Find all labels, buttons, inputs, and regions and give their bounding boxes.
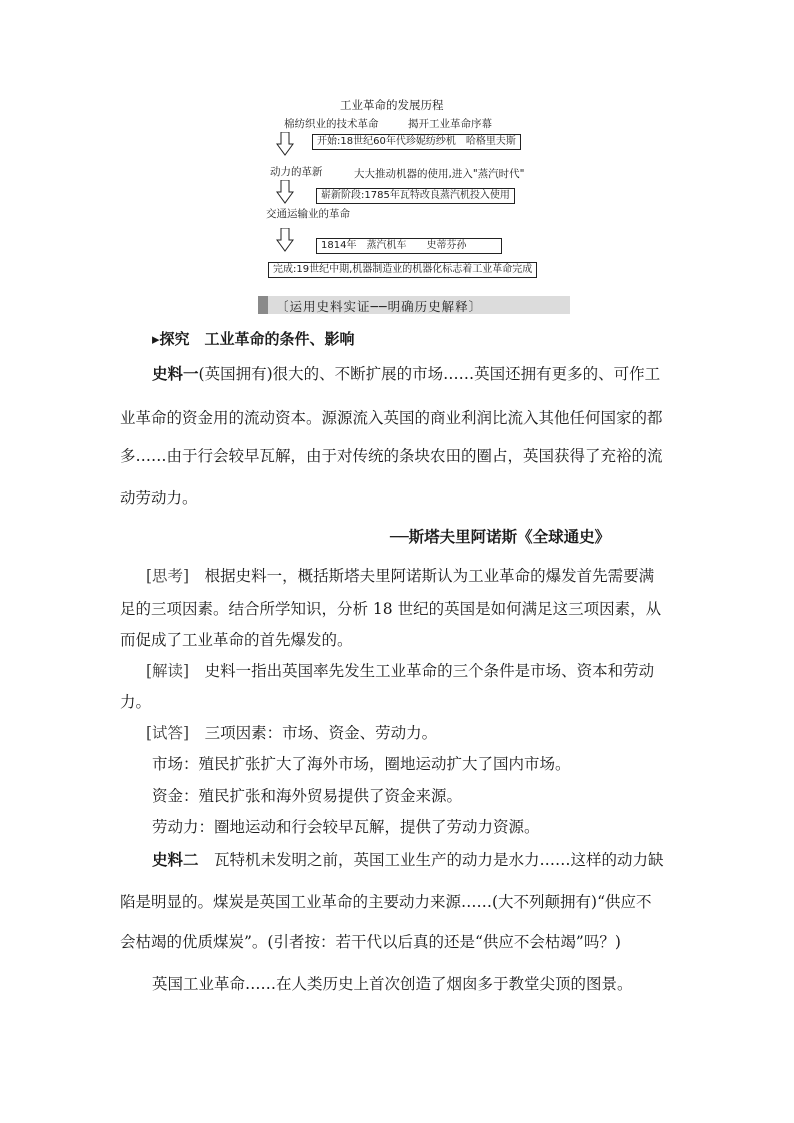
diagram-box-start: 开始:18世纪60年代珍妮纺纱机 哈格里夫斯 [312, 134, 521, 150]
down-arrow-icon [276, 228, 294, 252]
source1-line-2: 业革命的资金用的流动资本。源源流入英国的商业利润比流入其他任何国家的都 [120, 409, 663, 427]
down-arrow-icon [276, 180, 294, 204]
section-heading: ▸探究 工业革命的条件、影响 [152, 330, 355, 348]
answer-capital: 资金：殖民扩张和海外贸易提供了资金来源。 [152, 787, 463, 805]
source2-line-1: 史料二 瓦特机未发明之前，英国工业生产的动力是水力……这样的动力缺 [152, 851, 664, 869]
think-line-2: 足的三项因素。结合所学知识，分析 18 世纪的英国是如何满足这三项因素，从 [120, 600, 662, 618]
diagram-row-power: 动力的革新 [270, 166, 323, 178]
diagram-box-new-stage: 崭新阶段:1785年瓦特改良蒸汽机投入使用 [316, 188, 515, 204]
source2-line-3: 会枯竭的优质煤炭”。(引者按：若干代以后真的还是“供应不会枯竭”吗？) [120, 933, 621, 951]
source1-attribution: ──斯塔夫里阿诺斯《全球通史》 [390, 528, 611, 546]
diagram-row-cotton-note: 揭开工业革命序幕 [408, 118, 492, 130]
source2-line-last: 英国工业革命……在人类历史上首次创造了烟囱多于教堂尖顶的图景。 [152, 975, 633, 993]
answer-line-1: [试答] 三项因素：市场、资金、劳动力。 [146, 724, 438, 742]
diagram-title: 工业革命的发展历程 [340, 98, 444, 112]
industrial-revolution-diagram [262, 94, 572, 282]
answer-labor: 劳动力：圈地运动和行会较早瓦解，提供了劳动力资源。 [152, 818, 540, 836]
banner-marker [258, 296, 268, 314]
diagram-row-transport: 交通运输业的革命 [266, 208, 350, 220]
section-banner [258, 296, 570, 314]
source1-line-4: 动劳动力。 [120, 489, 198, 507]
answer-market: 市场：殖民扩张扩大了海外市场，圈地运动扩大了国内市场。 [152, 755, 571, 773]
banner-title: 〔运用史料实证──明确历史解释〕 [276, 299, 483, 314]
think-line-1: [思考] 根据史料一，概括斯塔夫里阿诺斯认为工业革命的爆发首先需要满 [146, 567, 655, 585]
diagram-row-power-note: 大大推动机器的使用,进入"蒸汽时代" [354, 168, 525, 180]
source1-line-1: 史料一(英国拥有)很大的、不断扩展的市场……英国还拥有更多的、可作工 [152, 365, 661, 383]
down-arrow-icon [276, 132, 294, 156]
source1-line-3: 多……由于行会较早瓦解，由于对传统的条块农田的圈占，英国获得了充裕的流 [120, 447, 663, 465]
diagram-row-cotton: 棉纺织业的技术革命 [284, 118, 379, 130]
interpret-line-1: [解读] 史料一指出英国率先发生工业革命的三个条件是市场、资本和劳动 [146, 662, 655, 680]
source2-line-2: 陷是明显的。煤炭是英国工业革命的主要动力来源……(大不列颠拥有)“供应不 [120, 893, 652, 911]
diagram-box-locomotive: 1814年 蒸汽机车 史蒂芬孙 [316, 238, 502, 254]
interpret-line-2: 力。 [120, 693, 152, 711]
diagram-box-completion: 完成:19世纪中期,机器制造业的机器化标志着工业革命完成 [268, 262, 537, 278]
think-line-3: 而促成了工业革命的首先爆发的。 [120, 631, 353, 649]
